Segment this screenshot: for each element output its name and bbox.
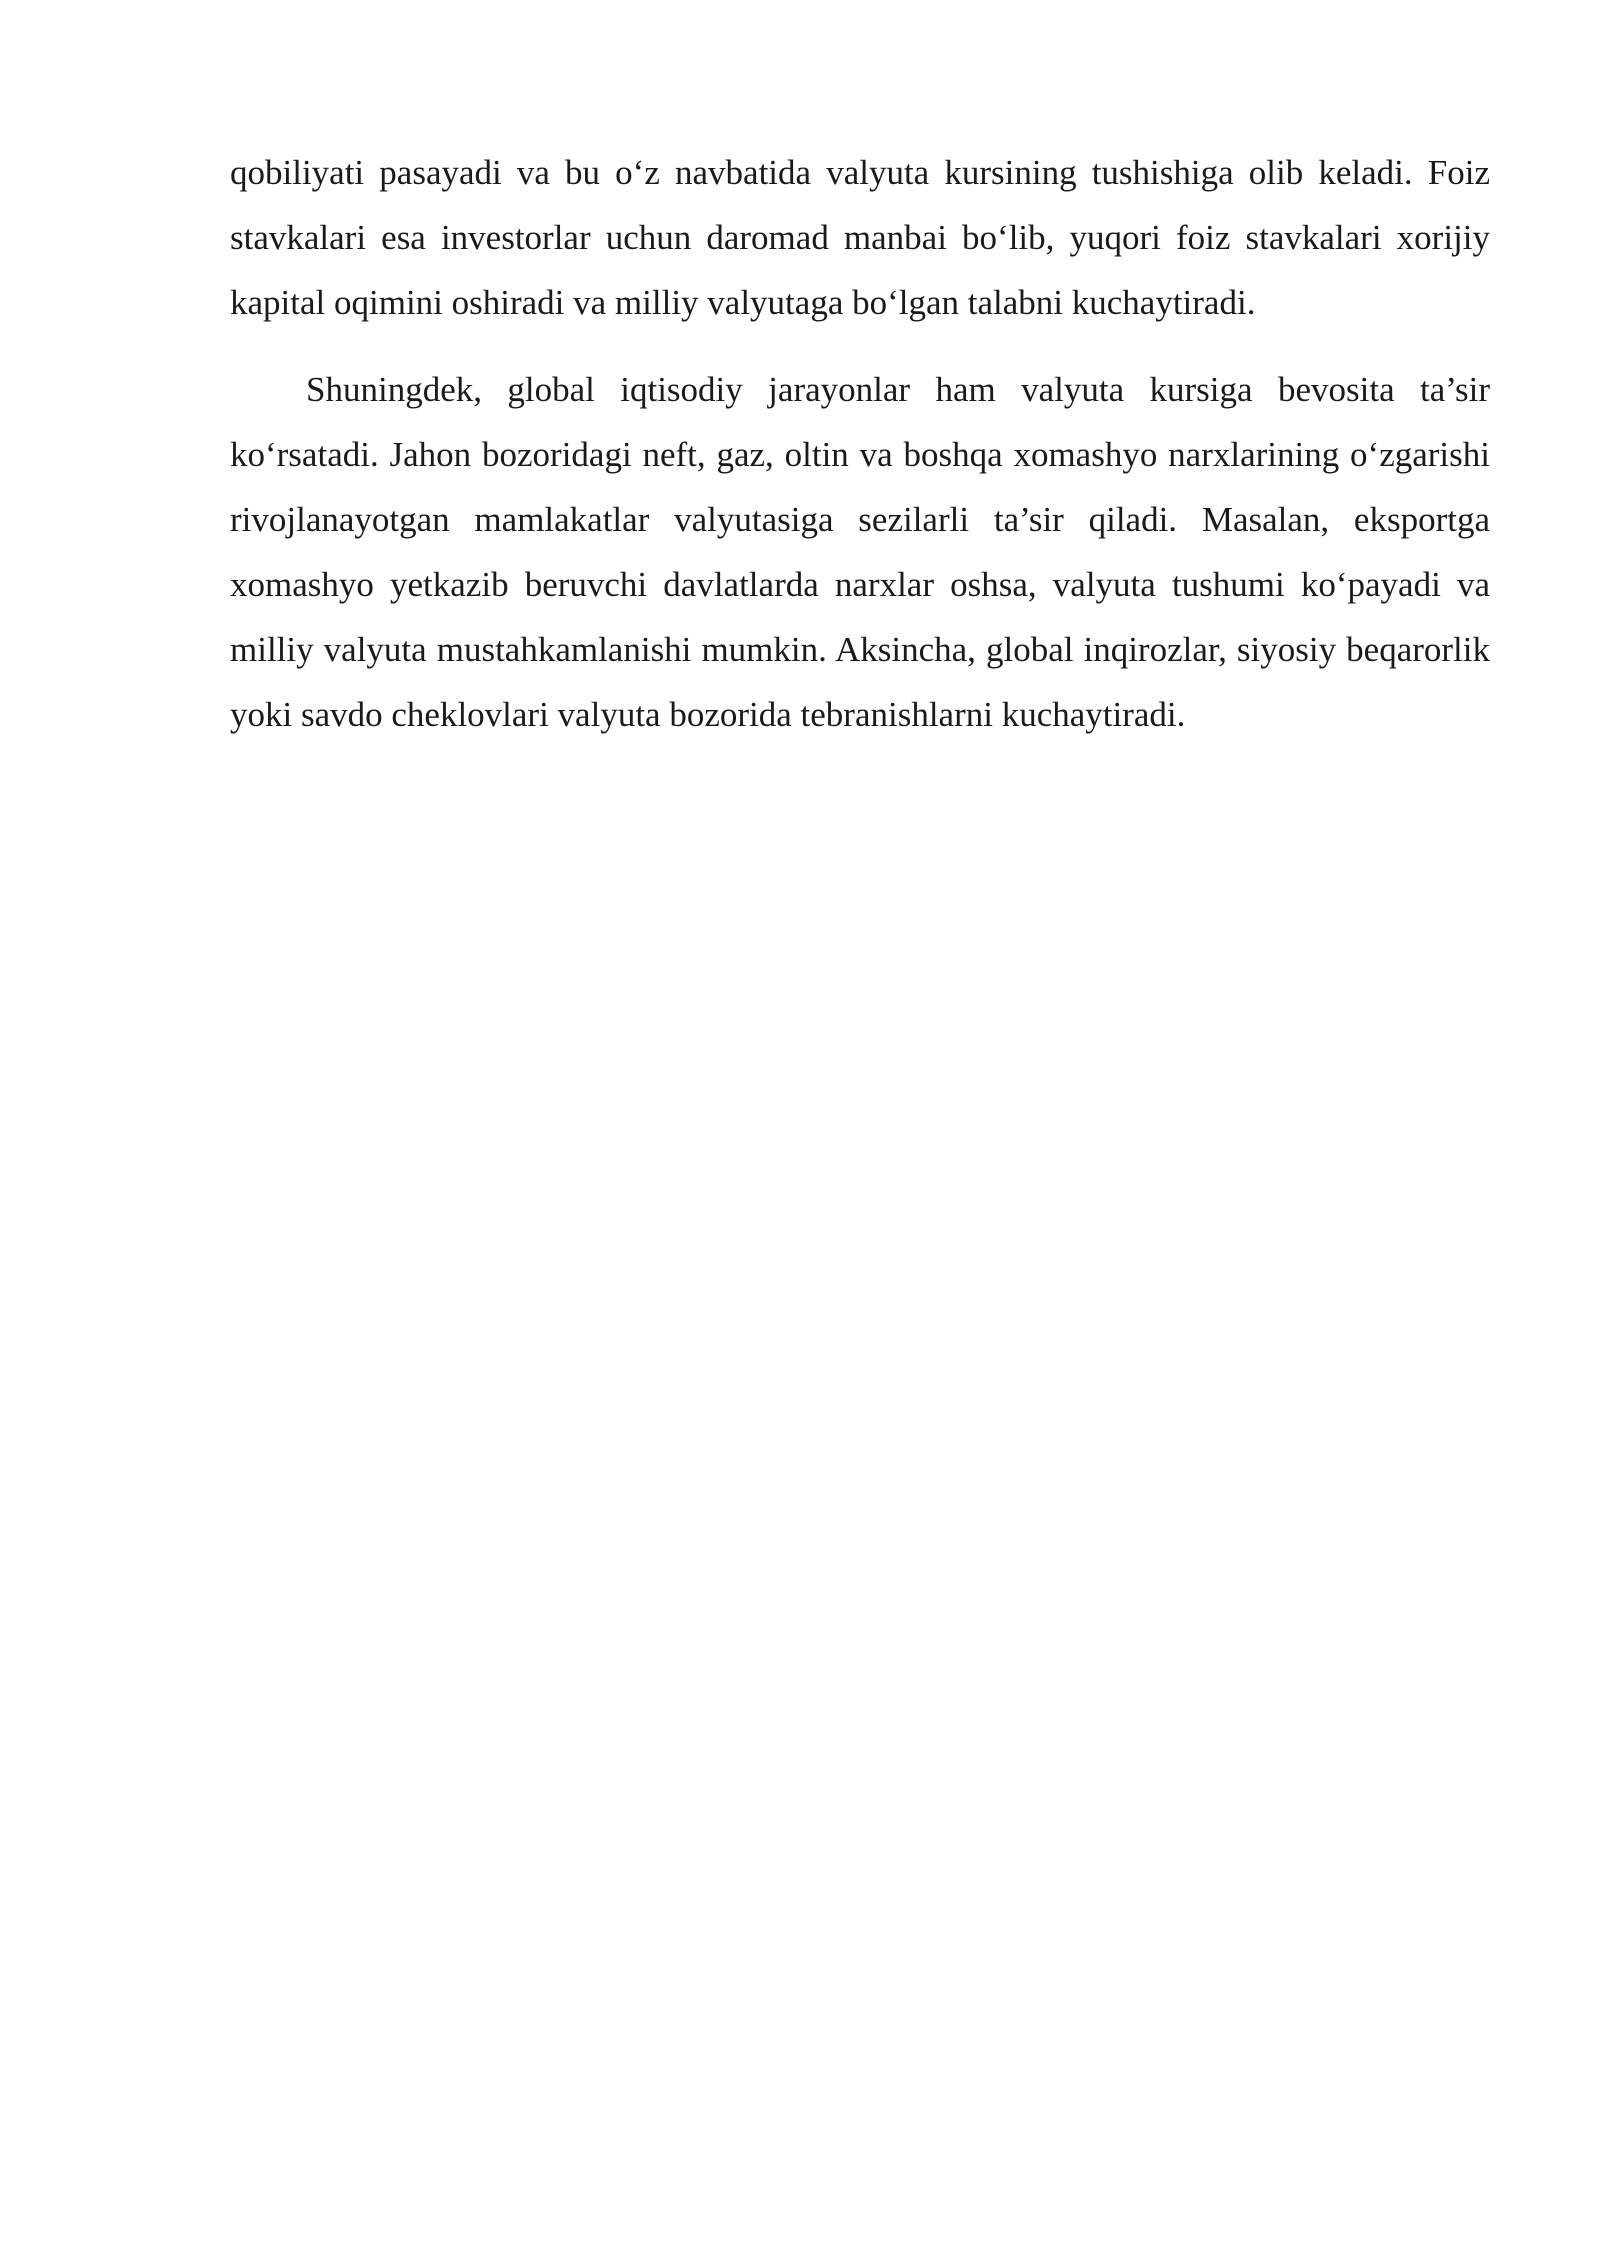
paragraph-global-processes: Shuningdek, global iqtisodiy jarayonlar ham valyuta kursiga bevosita ta’sir ko‘rsatadi. Jahon bozoridagi neft, gaz, oltin va boshqa xomashyo narxlarining o‘zgarishi rivojlanayotgan mamlakatlar valyutasiga sezilarli ta’sir qiladi. Masalan, eksportga xomashyo yetkazib beruvchi davlatlarda narxlar oshsa, valyuta tushumi ko‘payadi va milliy valyuta mustahkamlanishi mumkin. Aksincha, global inqirozlar, siyosiy beqarorlik yoki savdo cheklovlari valyuta bozorida tebranishlarni kuchaytiradi. (230, 370, 1490, 734)
paragraph-continuation: qobiliyati pasayadi va bu o‘z navbatida valyuta kursining tushishiga olib keladi. Foiz stavkalari esa investorlar uchun daromad manbai bo‘lib, yuqori foiz stavkalari xorijiy kapital oqimini oshiradi va milliy valyutaga bo‘lgan talabni kuchaytiradi. (230, 153, 1490, 322)
document-body (230, 140, 1490, 747)
